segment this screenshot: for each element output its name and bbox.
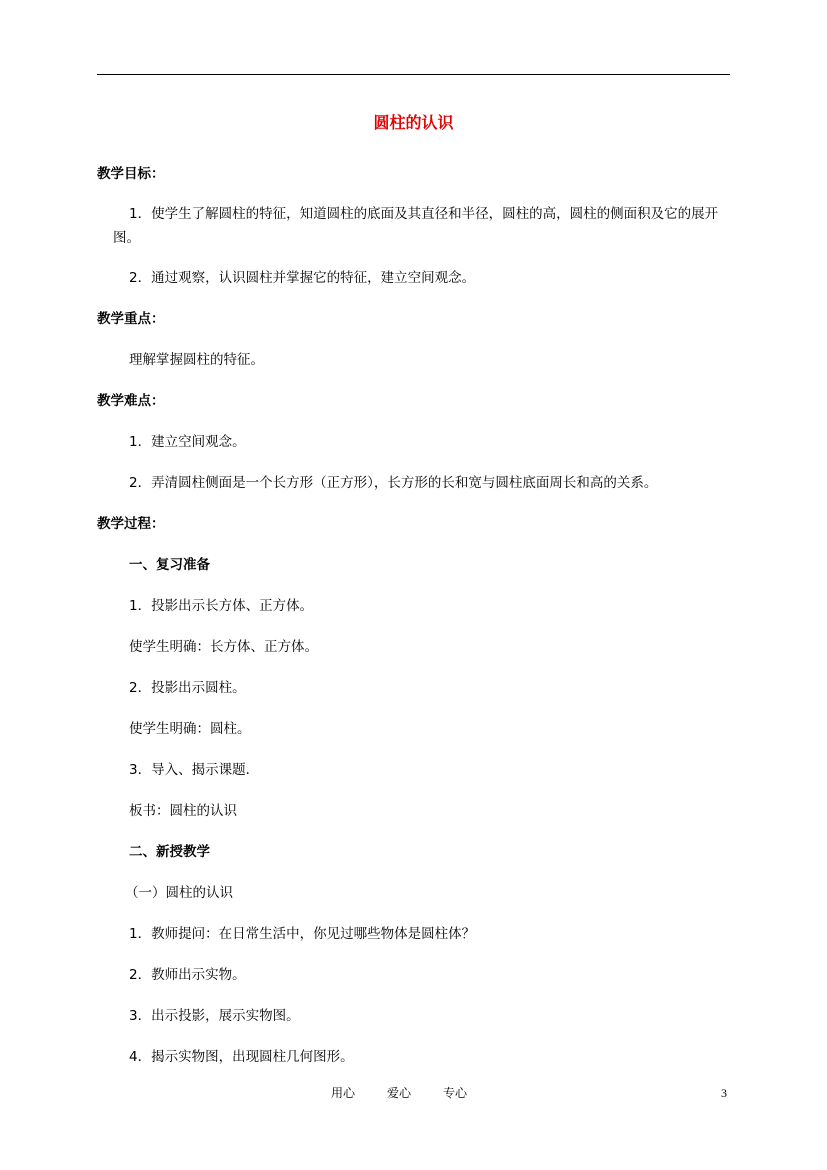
page-number: 3 <box>721 1086 727 1100</box>
header-rule <box>97 74 730 75</box>
goal-2: 2．通过观察，认识圆柱并掌握它的特征，建立空间观念。 <box>129 270 476 286</box>
part1-item-4: 使学生明确：圆柱。 <box>129 721 251 737</box>
part1-heading: 一、复习准备 <box>129 557 210 573</box>
difficulty-2: 2．弄清圆柱侧面是一个长方形（正方形），长方形的长和宽与圆柱底面周长和高的关系。 <box>129 475 658 491</box>
part2-item-4: 3．出示投影，展示实物图。 <box>129 1008 300 1024</box>
part1-item-1: 1．投影出示长方体、正方体。 <box>129 598 314 614</box>
part2-item-1: （一）圆柱的认识 <box>125 885 233 901</box>
key-point-1: 理解掌握圆柱的特征。 <box>129 352 264 368</box>
part1-item-5: 3．导入、揭示课题． <box>129 762 260 778</box>
part1-item-3: 2．投影出示圆柱。 <box>129 680 246 696</box>
goals-heading: 教学目标： <box>97 166 165 182</box>
footer-item-3: 专心 <box>443 1086 468 1100</box>
footer-item-1: 用心 <box>331 1086 356 1100</box>
part2-item-3: 2．教师出示实物。 <box>129 967 246 983</box>
document-title: 圆柱的认识 <box>373 113 454 132</box>
part1-item-2: 使学生明确：长方体、正方体。 <box>129 639 318 655</box>
part2-item-2: 1．教师提问：在日常生活中，你见过哪些物体是圆柱体？ <box>129 926 476 942</box>
footer-item-2: 爱心 <box>387 1086 412 1100</box>
difficulty-heading: 教学难点： <box>97 393 165 409</box>
key-points-heading: 教学重点： <box>97 311 165 327</box>
difficulty-1: 1．建立空间观念。 <box>129 434 246 450</box>
part2-item-5: 4．揭示实物图，出现圆柱几何图形。 <box>129 1049 354 1065</box>
process-heading: 教学过程： <box>97 516 165 532</box>
part2-heading: 二、新授教学 <box>129 844 210 860</box>
part1-item-6: 板书：圆柱的认识 <box>129 803 237 819</box>
goal-1: 1．使学生了解圆柱的特征，知道圆柱的底面及其直径和半径，圆柱的高，圆柱的侧面积及它的展开图。 <box>113 206 719 246</box>
